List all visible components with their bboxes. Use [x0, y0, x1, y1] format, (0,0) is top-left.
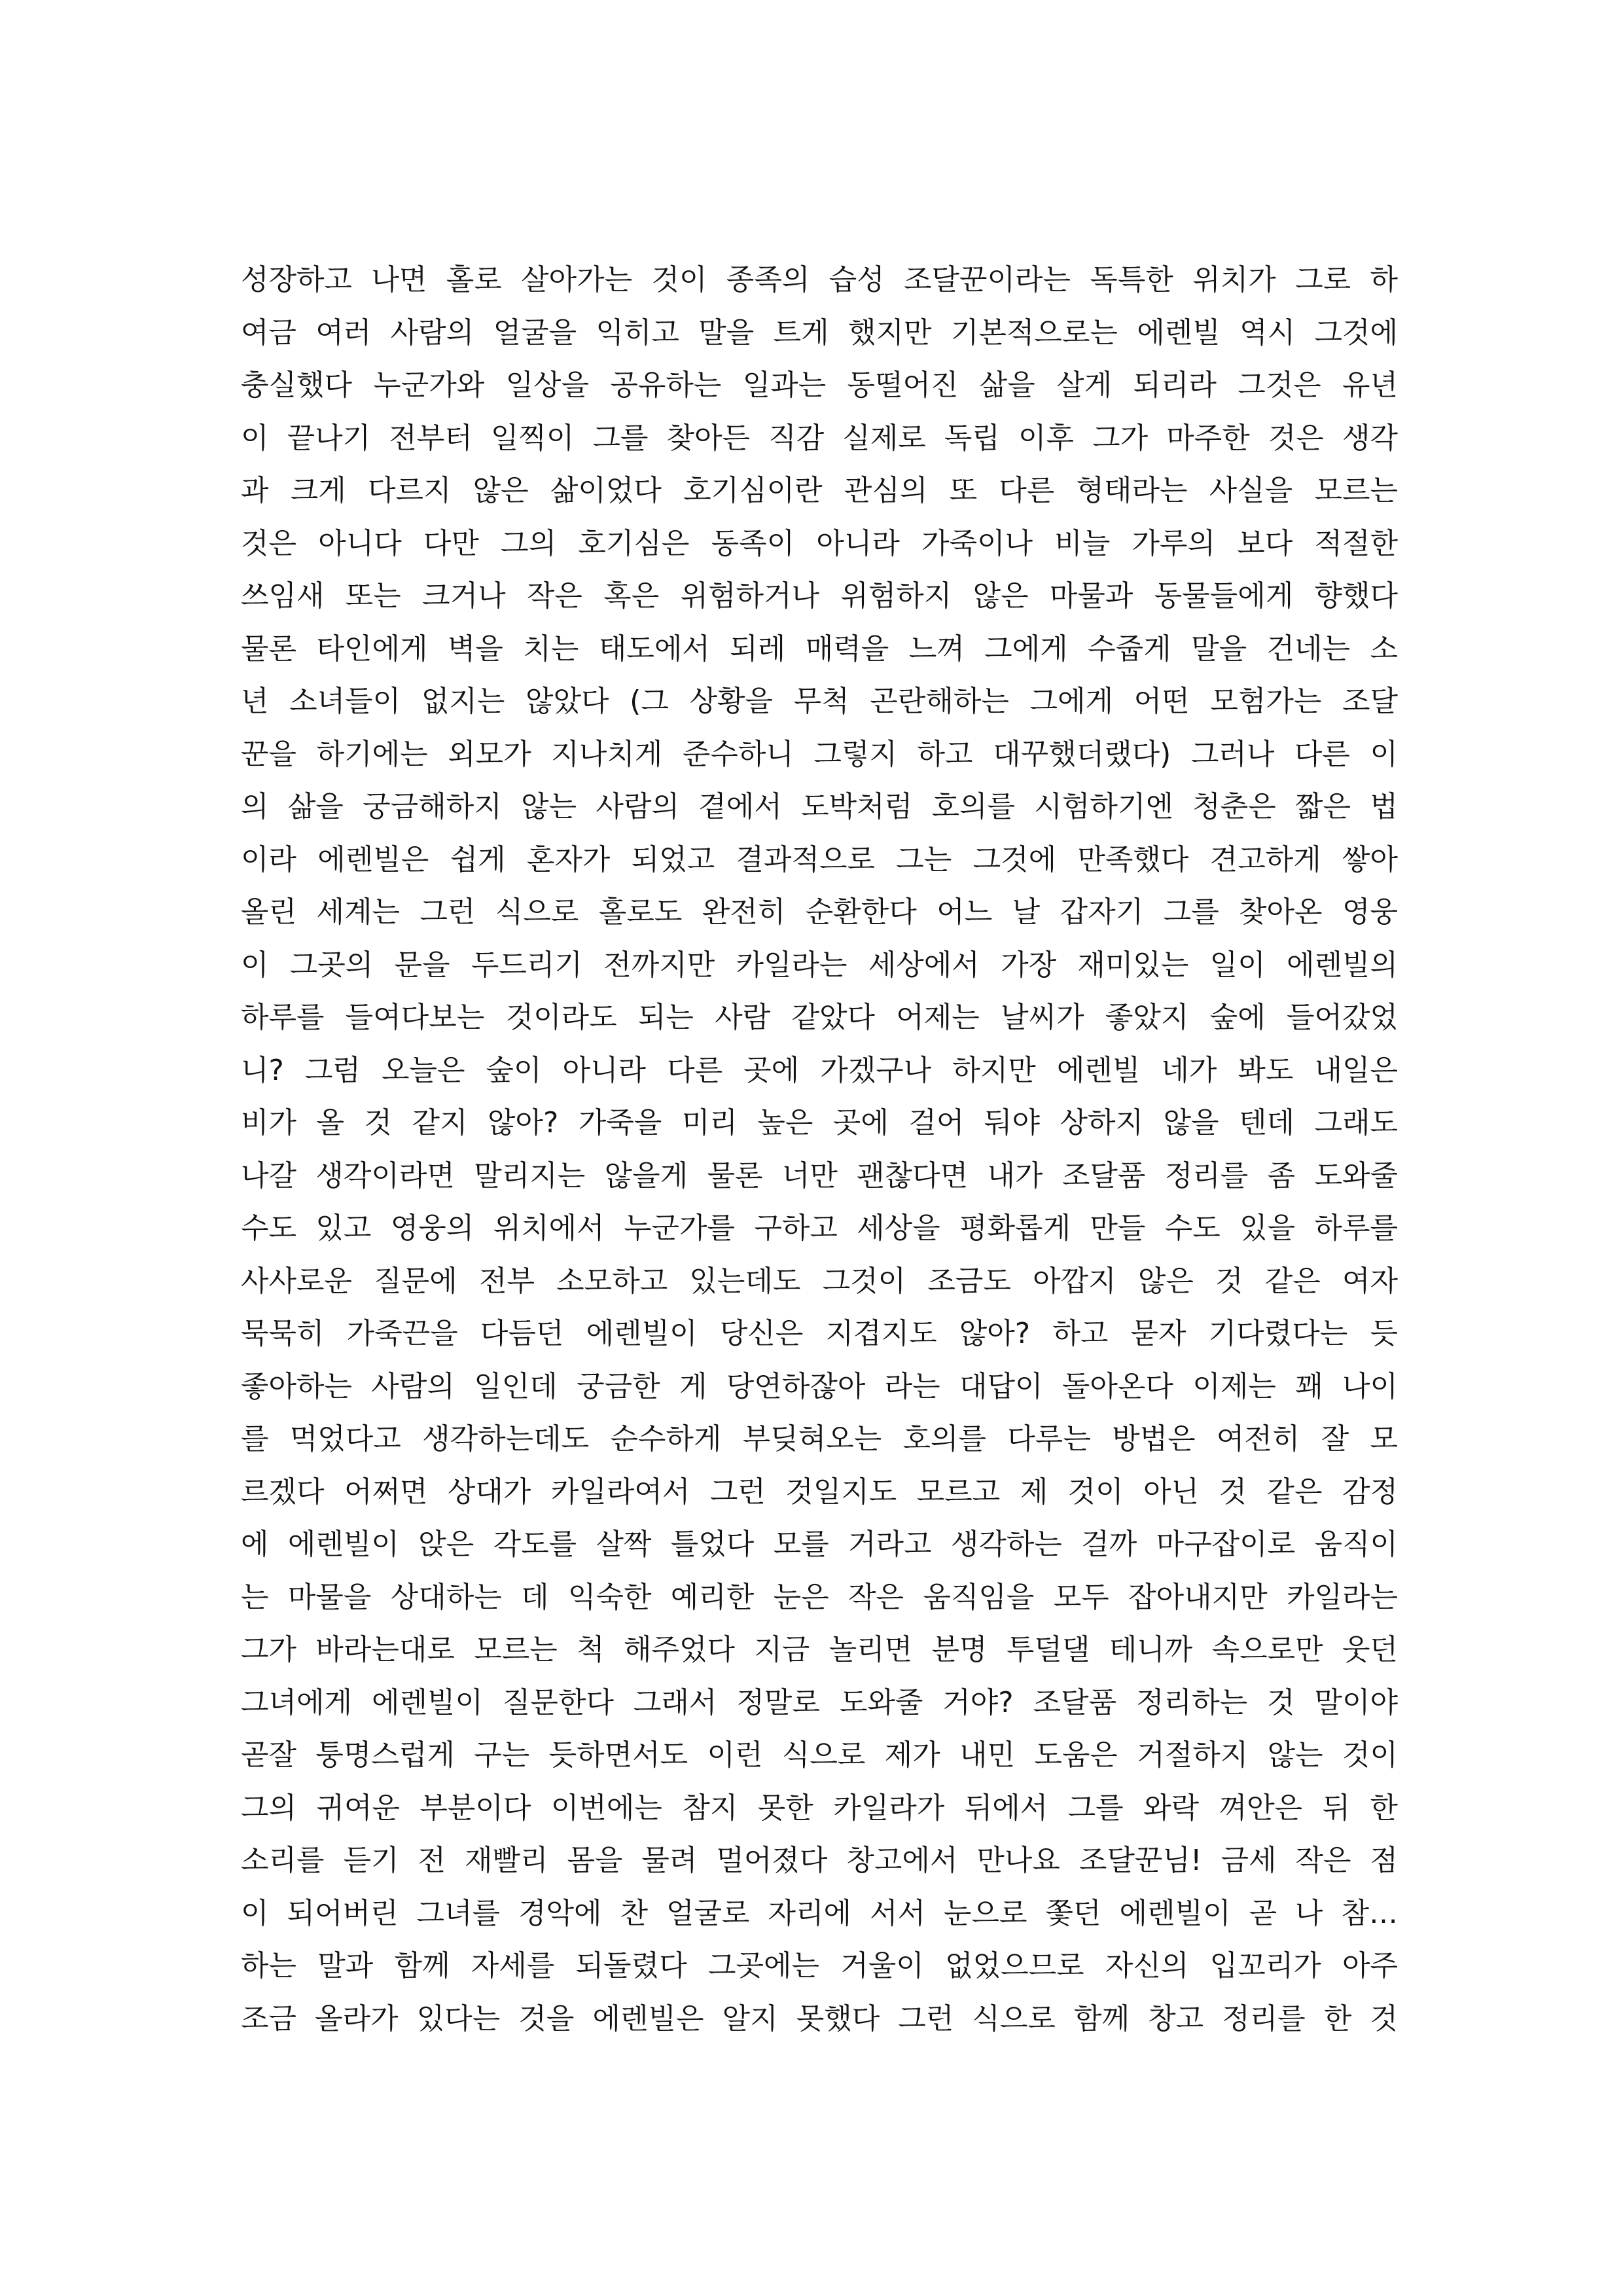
text-line: 과 크게 다르지 않은 삶이었다 호기심이란 관심의 또 다른 형태라는 사실을 모르는	[241, 474, 1398, 507]
text-line: 이라 에렌빌은 쉽게 혼자가 되었고 결과적으로 그는 그것에 만족했다 견고하게 쌓아	[241, 842, 1398, 876]
text-line: 의 삶을 궁금해하지 않는 사람의 곁에서 도박처럼 호의를 시험하기엔 청춘은 짧은 법	[241, 790, 1398, 823]
text-line: 나갈 생각이라면 말리지는 않을게 물론 너만 괜찮다면 내가 조달품 정리를 좀 도와줄	[241, 1158, 1398, 1193]
text-line: 물론 타인에게 벽을 치는 태도에서 되레 매력을 느껴 그에게 수줍게 말을 건네는 소	[241, 632, 1398, 666]
text-line: 는 마물을 상대하는 데 익숙한 예리한 눈은 작은 움직임을 모두 잡아내지만 카일라는	[241, 1580, 1398, 1614]
text-line: 를 먹었다고 생각하는데도 순수하게 부딪혀오는 호의를 다루는 방법은 여전히 잘 모	[241, 1422, 1398, 1456]
text-line: 곧잘 퉁명스럽게 구는 듯하면서도 이런 식으로 제가 내민 도움은 거절하지 않는 것이	[241, 1738, 1398, 1772]
text-line: 쓰임새 또는 크거나 작은 혹은 위험하거나 위험하지 않은 마물과 동물들에게 향했다	[241, 579, 1398, 613]
text-line: 이 되어버린 그녀를 경악에 찬 얼굴로 자리에 서서 눈으로 쫓던 에렌빌이 곧 나 참…	[241, 1896, 1398, 1930]
text-line: 그가 바라는대로 모르는 척 해주었다 지금 놀리면 분명 투덜댈 테니까 속으로만 웃던	[241, 1633, 1398, 1666]
text-line: 년 소녀들이 없지는 않았다 (그 상황을 무척 곤란해하는 그에게 어떤 모험가는 조달	[241, 685, 1398, 718]
text-line: 르겠다 어쩌면 상대가 카일라여서 그런 것일지도 모르고 제 것이 아닌 것 같은 감정	[241, 1475, 1398, 1509]
text-line: 여금 여러 사람의 얼굴을 익히고 말을 트게 했지만 기본적으로는 에렌빌 역시 그것에	[241, 315, 1398, 350]
text-line: 그의 귀여운 부분이다 이번에는 참지 못한 카일라가 뒤에서 그를 와락 껴안은 뒤 한	[241, 1791, 1398, 1825]
text-line: 그녀에게 에렌빌이 질문한다 그래서 정말로 도와줄 거야? 조달품 정리하는 것 말이야	[241, 1685, 1398, 1719]
text-line: 하는 말과 함께 자세를 되돌렸다 그곳에는 거울이 없었으므로 자신의 입꼬리가 아주	[241, 1949, 1398, 1982]
text-line: 꾼을 하기에는 외모가 지나치게 준수하니 그렇지 하고 대꾸했더랬다) 그러나 다른 이	[241, 737, 1398, 771]
text-line: 조금 올라가 있다는 것을 에렌빌은 알지 못했다 그런 식으로 함께 창고 정리를 한 것	[241, 2001, 1398, 2036]
text-line: 에 에렌빌이 앉은 각도를 살짝 틀었다 모를 거라고 생각하는 걸까 마구잡이로 움직이	[241, 1528, 1398, 1561]
text-line: 비가 올 것 같지 않아? 가죽을 미리 높은 곳에 걸어 둬야 상하지 않을 텐데 그래도	[241, 1106, 1398, 1139]
text-line: 하루를 들여다보는 것이라도 되는 사람 같았다 어제는 날씨가 좋았지 숲에 들어갔었	[241, 1001, 1398, 1034]
text-line: 이 끝나기 전부터 일찍이 그를 찾아든 직감 실제로 독립 이후 그가 마주한 것은 생각	[241, 421, 1398, 455]
text-line: 수도 있고 영웅의 위치에서 누군가를 구하고 세상을 평화롭게 만들 수도 있을 하루를	[241, 1211, 1398, 1245]
text-line: 니? 그럼 오늘은 숲이 아니라 다른 곳에 가겠구나 하지만 에렌빌 네가 봐도 내일은	[241, 1053, 1398, 1087]
text-line: 좋아하는 사람의 일인데 궁금한 게 당연하잖아 라는 대답이 돌아온다 이제는 꽤 나이	[241, 1369, 1398, 1403]
text-line: 것은 아니다 다만 그의 호기심은 동족이 아니라 가죽이나 비늘 가루의 보다 적절한	[241, 526, 1398, 560]
text-line: 충실했다 누군가와 일상을 공유하는 일과는 동떨어진 삶을 살게 되리라 그것은 유년	[241, 368, 1398, 402]
text-line: 올린 세계는 그런 식으로 홀로도 완전히 순환한다 어느 날 갑자기 그를 찾아온 영웅	[241, 895, 1398, 929]
body-text	[241, 254, 1398, 2045]
text-line: 사사로운 질문에 전부 소모하고 있는데도 그것이 조금도 아깝지 않은 것 같은 여자	[241, 1264, 1398, 1298]
text-line: 묵묵히 가죽끈을 다듬던 에렌빌이 당신은 지겹지도 않아? 하고 묻자 기다렸다는 듯	[241, 1317, 1398, 1350]
text-line: 소리를 듣기 전 재빨리 몸을 물려 멀어졌다 창고에서 만나요 조달꾼님! 금세 작은 점	[241, 1844, 1398, 1877]
text-line: 성장하고 나면 홀로 살아가는 것이 종족의 습성 조달꾼이라는 독특한 위치가 그로 하	[241, 263, 1398, 296]
text-line: 이 그곳의 문을 두드리기 전까지만 카일라는 세상에서 가장 재미있는 일이 에렌빌의	[241, 948, 1398, 982]
